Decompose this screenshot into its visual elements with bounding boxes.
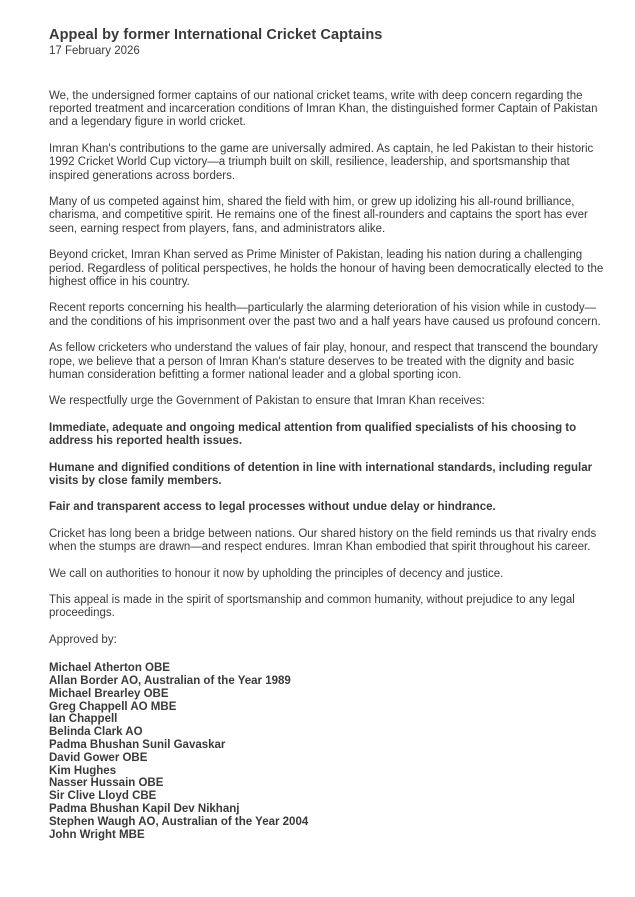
document-body (49, 90, 604, 648)
paragraph: Recent reports concerning his health—particularly the alarming deterioration of his vision while in custody—and the conditions of his imprisonment over the past two and a half years have caused us profound concern. (49, 302, 601, 328)
paragraph: Approved by: (49, 633, 117, 646)
paragraph: Immediate, adequate and ongoing medical attention from qualified specialists of his choosing to address his reported health issues. (49, 421, 577, 448)
signatory: Stephen Waugh AO, Australian of the Year 2004 (49, 815, 309, 828)
signatory: Greg Chappell AO MBE (49, 700, 177, 713)
paragraph: This appeal is made in the spirit of sportsmanship and common humanity, without prejudice to any legal proceedings. (49, 594, 575, 620)
signatory: Kim Hughes (49, 764, 117, 777)
document-date: 17 February 2026 (49, 45, 140, 57)
signatory: Sir Clive Lloyd CBE (49, 790, 157, 803)
paragraph: Imran Khan's contributions to the game are universally admired. As captain, he led Pakistan to their historic 1992 Cricket World Cup victory—a triumph built on skill, resilience, leadership, and sportsmanship that inspired generations across borders. (49, 142, 594, 182)
signatory: Allan Border AO, Australian of the Year 1989 (49, 675, 291, 688)
signatory: David Gower OBE (49, 751, 148, 764)
paragraph: As fellow cricketers who understand the values of fair play, honour, and respect that transcend the boundary rope, we believe that a person of Imran Khan's stature deserves to be treated with the dignity and basic human consideration befitting a former national leader and a global sporting icon. (49, 342, 598, 381)
signatory: Padma Bhushan Kapil Dev Nikhanj (49, 803, 240, 816)
paragraph: We call on authorities to honour it now by upholding the principles of decency and justice. (49, 567, 504, 580)
paragraph: Many of us competed against him, shared the field with him, or grew up idolizing his all-round brilliance, charisma, and competitive spirit. He remains one of the finest all-rounders and captains the sport has ever seen, earning respect from players, fans, and administrators alike. (49, 195, 588, 235)
paragraph: Beyond cricket, Imran Khan served as Prime Minister of Pakistan, leading his nation during a challenging period. Regardless of political perspectives, he holds the honour of having been democratically elected to the highest office in his country. (49, 249, 604, 288)
paragraph: We, the undersigned former captains of our national cricket teams, write with deep concern regarding the reported treatment and incarceration conditions of Imran Khan, the distinguished former Captain of Pakistan and a legendary figure in world cricket. (49, 89, 598, 129)
paragraph: Humane and dignified conditions of detention in line with international standards, including regular visits by close family members. (49, 461, 593, 488)
paragraph: Fair and transparent access to legal processes without undue delay or hindrance. (49, 501, 496, 514)
paragraph: We respectfully urge the Government of Pakistan to ensure that Imran Khan receives: (49, 395, 485, 408)
signatory: Michael Atherton OBE (49, 662, 170, 675)
signatory: Padma Bhushan Sunil Gavaskar (49, 739, 226, 752)
page-title: Appeal by former International Cricket Captains (49, 27, 383, 43)
paragraph: Cricket has long been a bridge between nations. Our shared history on the field reminds us that rivalry ends when the stumps are drawn—and respect endures. Imran Khan embodied that spirit throughout his career. (49, 527, 597, 554)
signatory: Belinda Clark AO (49, 726, 143, 739)
signatory: Nasser Hussain OBE (49, 777, 164, 790)
signatory: John Wright MBE (49, 828, 145, 841)
signatory: Ian Chappell (49, 713, 118, 726)
signatory: Michael Brearley OBE (49, 687, 169, 700)
signatories-list (49, 662, 604, 841)
